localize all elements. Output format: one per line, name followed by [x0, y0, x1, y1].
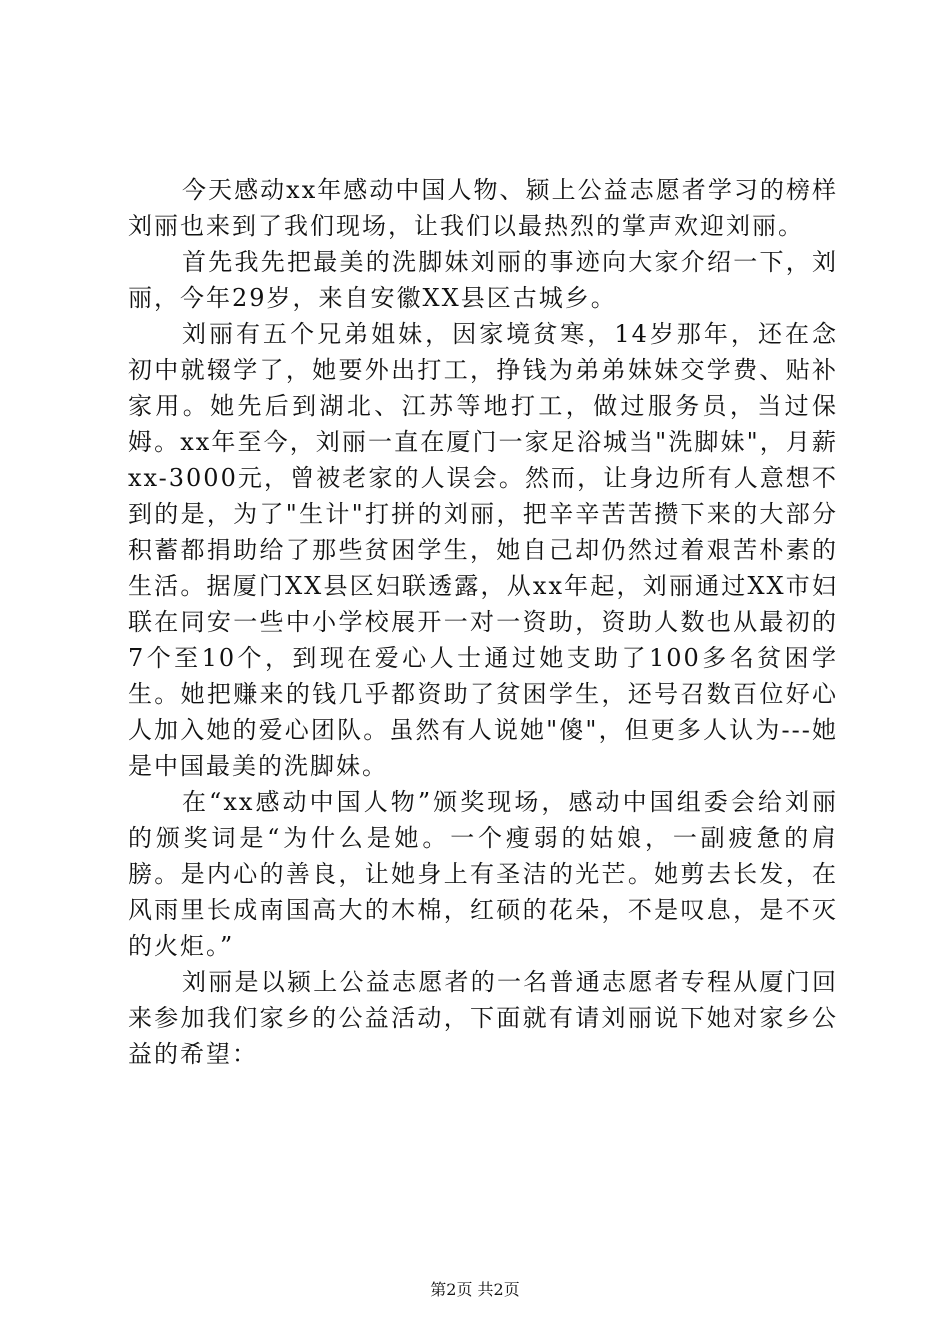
paragraph-story: 刘丽有五个兄弟姐妹，因家境贫寒，14岁那年，还在念初中就辍学了，她要外出打工，挣钱为弟弟妹妹交学费、贴补家用。她先后到湖北、江苏等地打工，做过服务员，当过保姆。xx年至今，刘丽一直在厦门一家足浴城当"洗脚妹"，月薪xx-3000元，曾被老家的人误会。然而，让身边所有人意想不到的是，为了"生计"打拼的刘丽，把辛辛苦苦攒下来的大部分积蓄都捐助给了那些贫困学生，她自己却仍然过着艰苦朴素的生活。据厦门XX县区妇联透露，从xx年起，刘丽通过XX市妇联在同安一些中小学校展开一对一资助，资助人数也从最初的7个至10个，到现在爱心人士通过她支助了100多名贫困学生。她把赚来的钱几乎都资助了贫困学生，还号召数百位好心人加入她的爱心团队。虽然有人说她"傻"，但更多人认为---她是中国最美的洗脚妹。: [128, 320, 838, 780]
paragraph-award-citation: 在“xx感动中国人物”颁奖现场，感动中国组委会给刘丽的颁奖词是“为什么是她。一个瘦弱的姑娘，一副疲惫的肩膀。是内心的善良，让她身上有圣洁的光芒。她剪去长发，在风雨里长成南国高大的木棉，红硕的花朵，不是叹息，是不灭的火炬。”: [128, 788, 838, 960]
page-number-footer: 第2页 共2页: [430, 1280, 520, 1299]
paragraph-welcome: 今天感动xx年感动中国人物、颍上公益志愿者学习的榜样刘丽也来到了我们现场，让我们以最热烈的掌声欢迎刘丽。: [128, 176, 838, 240]
document-body: [128, 172, 838, 1072]
paragraph-introduction: 首先我先把最美的洗脚妹刘丽的事迹向大家介绍一下，刘丽，今年29岁，来自安徽XX县区古城乡。: [128, 248, 838, 312]
paragraph-invitation: 刘丽是以颍上公益志愿者的一名普通志愿者专程从厦门回来参加我们家乡的公益活动，下面就有请刘丽说下她对家乡公益的希望：: [128, 968, 838, 1068]
